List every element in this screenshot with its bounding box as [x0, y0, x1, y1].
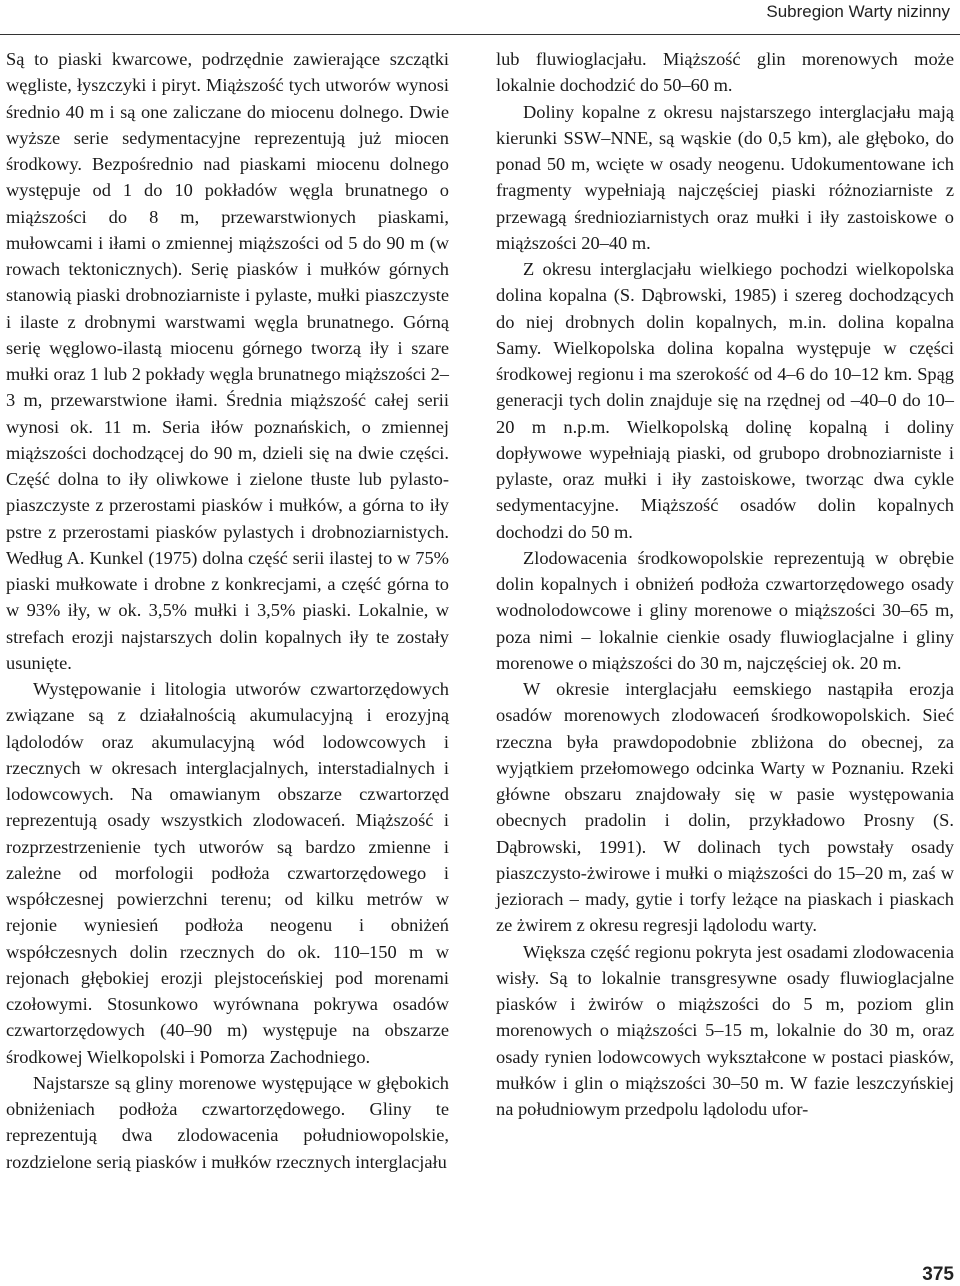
paragraph: Z okresu interglacjału wielkiego pochodzi wielkopolska dolina kopalna (S. Dąbrowski, 1985) i szereg dochodzących do niej drobnych dolin kopalnych, m.in. dolina kopalna Samy. Wielkopolska dolina kopalna występuje w części środkowej regionu i ma szerokość od 4–6 do 10–12 km. Spąg generacji tych dolin znajduje się na rzędnej od –40–0 do 10–20 m n.p.m. Wielkopolską dolinę kopalną i doliny dopływowe wypełniają piaski, od grubopo drobnoziarniste i pylaste, oraz mułki i iły zastoiskowe, tworząc dwa cykle sedymentacyjne. Miąższość osadów dolin kopalnych dochodzi do 50 m.	[496, 259, 954, 542]
paragraph: lub fluwioglacjału. Miąższość glin morenowych może lokalnie dochodzić do 50–60 m.	[496, 49, 954, 96]
paragraph: W okresie interglacjału eemskiego nastąpiła erozja osadów morenowych zlodowaceń środkowopolskich. Sieć rzeczna była prawdopodobnie zbliżona do obecnej, za wyjątkiem przełomowego odcinka Warty w Poznaniu. Rzeki główne obszaru znajdowały się w pasie występowania obecnych pradolin i dolin, przykładowo Prosny (S. Dąbrowski, 1991). W dolinach tych powstały osady piaszczysto-żwirowe i mułki o miąższości do 15–20 m, zaś w jeziorach – mady, gytie i torfy leżące na piaskach i piaskach ze żwirem z okresu regresji lądolodu warty.	[496, 679, 954, 936]
running-header	[0, 0, 960, 30]
page-number: 375	[922, 1264, 954, 1285]
paragraph: Są to piaski kwarcowe, podrzędnie zawierające szczątki węgliste, łyszczyki i piryt. Miąższość tych utworów wynosi średnio 40 m i są one zaliczane do miocenu dolnego. Dwie wyższe serie sedymentacyjne reprezentują już miocen środkowy. Bezpośrednio nad piaskami miocenu dolnego występuje od 1 do 10 pokładów węgla brunatnego o miąższości do 8 m, przewarstwionych piaskami, mułowcami i iłami o zmiennej miąższości od 5 do 90 m (w rowach tektonicznych). Serię piasków i mułków górnych stanowią piaski drobnoziarniste i pylaste, mułki piaszczyste i ilaste z drobnymi warstwami węgla brunatnego. Górną serię węglowo-ilastą miocenu górnego tworzą iły i szare mułki oraz 1 lub 2 pokłady węgla brunatnego miąższości 2–3 m, przewarstwione iłami. Średnia miąższość całej serii wynosi ok. 11 m. Seria iłów poznańskich, o zmiennej miąższości dochodzącej do 90 m, dzieli się na dwie części. Część dolna to iły oliwkowe i zielone tłuste lub pylasto-piaszczyste z przerostami piasków i mułków, a górna to iły pstre z przerostami piasków pylastych i drobnoziarnistych. Według A. Kunkel (1975) dolna część serii ilastej to w 75% piaski mułkowate i drobne z konkrecjami, a część górna to w 93% iły, w ok. 3,5% mułki i 3,5% piaski. Lokalnie, w strefach erozji najstarszych dolin kopalnych iły te zostały usunięte.	[6, 49, 449, 673]
paragraph: Występowanie i litologia utworów czwartorzędowych związane są z działalnością akumulacyjną i erozyjną lądolodów oraz akumulacyjną wód lodowcowych i rzecznych w okresach interglacjalnych, interstadialnych i lodowcowych. Na omawianym obszarze czwartorzęd reprezentują osady wszystkich zlodowaceń. Miąższość i rozprzestrzenienie tych utworów są bardzo zmienne i zależne od morfologii podłoża czwartorzędowego i współczesnej powierzchni terenu; od kilku metrów w rejonie wyniesień podłoża neogenu i obniżeń współczesnych dolin rzecznych do ok. 110–150 m w rejonach głębokiej erozji plejstoceńskiej pod morenami czołowymi. Stosunkowo wyrównana pokrywa osadów czwartorzędowych (40–90 m) występuje na obszarze środkowej Wielkopolski i Pomorza Zachodniego.	[6, 679, 449, 1067]
paragraph: Doliny kopalne z okresu najstarszego interglacjału mają kierunki SSW–NNE, są wąskie (do 0,5 km), ale głęboko, do ponad 50 m, wcięte w osady neogenu. Udokumentowane ich fragmenty wypełniają najczęściej piaski różnoziarniste z przewagą średnioziarnistych oraz mułki i iły zastoiskowe o miąższości 20–40 m.	[496, 101, 954, 253]
left-text-column	[6, 46, 449, 1175]
page-footer	[0, 1250, 960, 1283]
paragraph: Najstarsze są gliny morenowe występujące w głębokich obniżeniach podłoża czwartorzędowego. Gliny te reprezentują dwa zlodowacenia południowopolskie, rozdzielone serią piasków i mułków rzecznych interglacjału	[6, 1072, 449, 1172]
header-divider	[0, 34, 960, 35]
paragraph: Zlodowacenia środkowopolskie reprezentują w obrębie dolin kopalnych i obniżeń podłoża czwartorzędowego osady wodnolodowcowe i gliny morenowe o miąższości 30–65 m, poza nimi – lokalnie cienkie osady fluwioglacjalne i gliny morenowe o miąższości do 30 m, najczęściej ok. 20 m.	[496, 547, 954, 673]
running-header-title: Subregion Warty nizinny	[766, 2, 950, 21]
right-text-column	[496, 46, 954, 1122]
paragraph: Większa część regionu pokryta jest osadami zlodowacenia wisły. Są to lokalnie transgresywne osady fluwioglacjalne piasków i żwirów o miąższości do 5 m, poziom glin morenowych o miąższości 5–15 m, lokalnie do 30 m, oraz osady rynien lodowcowych wykształcone w postaci piasków, mułków i glin o miąższości 30–50 m. W fazie leszczyńskiej na południowym przedpolu lądolodu ufor-	[496, 941, 954, 1119]
